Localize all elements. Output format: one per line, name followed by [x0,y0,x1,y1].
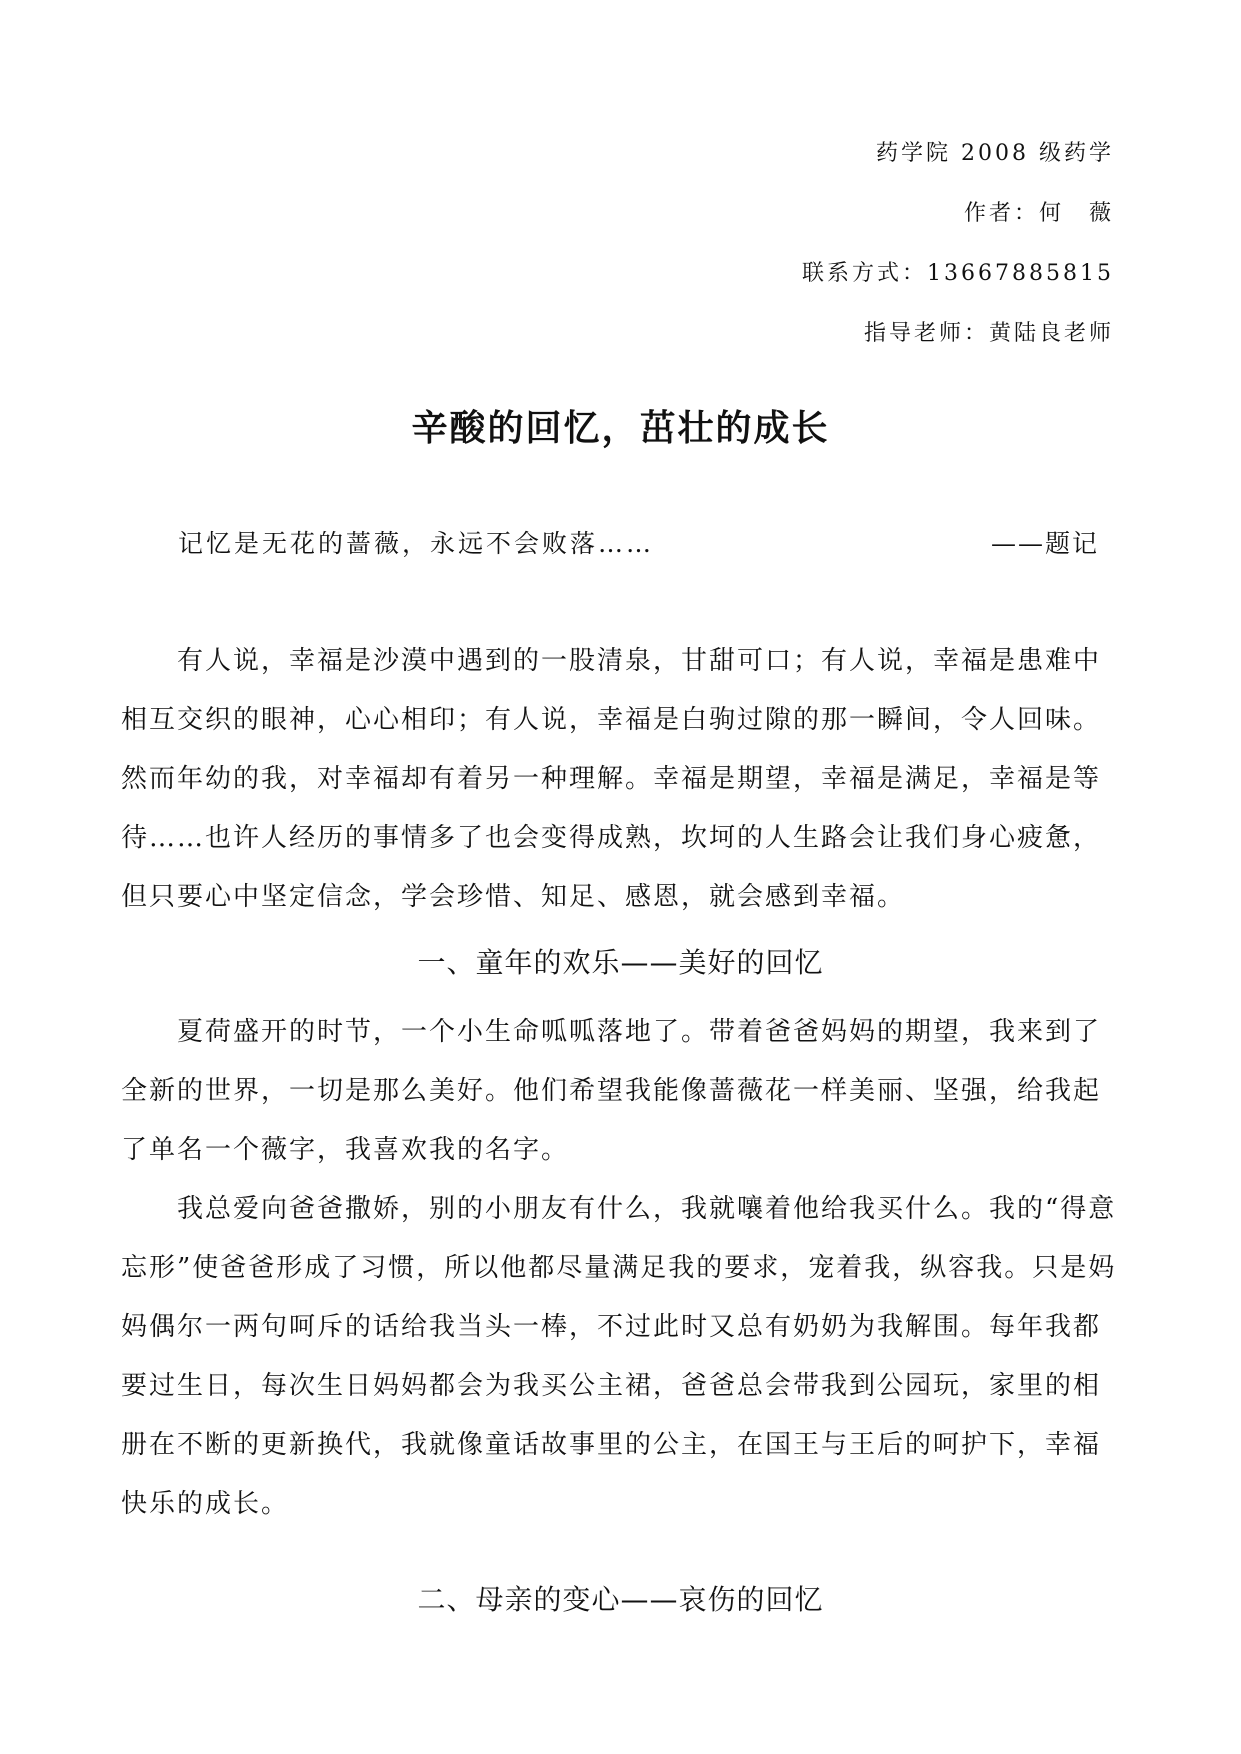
author-line: 作者：何 薇 [963,201,1114,226]
body-paragraph: 我总爱向爸爸撒娇，别的小朋友有什么，我就嚷着他给我买什么。我的“得意忘形”使爸爸形成了习惯，所以他都尽量满足我的要求，宠着我，纵容我。只是妈妈偶尔一两句呵斥的话给我当头一棒，不过此时又总有奶奶为我解围。每年我都要过生日，每次生日妈妈都会为我买公主裙，爸爸总会带我到公园玩，家里的相册在不断的更新换代，我就像童话故事里的公主，在国王与王后的呵护下，幸福快乐的成长。 [121,1194,1117,1519]
intro-paragraph: 有人说，幸福是沙漠中遇到的一股清泉，甘甜可口；有人说，幸福是患难中相互交织的眼神，心心相印；有人说，幸福是白驹过隙的那一瞬间，令人回味。然而年幼的我，对幸福却有着另一种理解。幸福是期望，幸福是满足，幸福是等待……也许人经历的事情多了也会变得成熟，坎坷的人生路会让我们身心疲惫，但只要心中坚定信念，学会珍惜、知足、感恩，就会感到幸福。 [121,646,1102,912]
epigraph-signature: ——题记 [990,529,1099,558]
epigraph-text: 记忆是无花的蔷薇，永远不会败落…… [178,529,655,558]
contact-line: 联系方式：13667885815 [802,261,1114,286]
body-paragraph: 夏荷盛开的时节，一个小生命呱呱落地了。带着爸爸妈妈的期望，我来到了全新的世界，一切是那么美好。他们希望我能像蔷薇花一样美丽、坚强，给我起了单名一个薇字，我喜欢我的名字。 [121,1017,1102,1165]
section-heading-1: 一、童年的欢乐——美好的回忆 [417,946,824,979]
department-line: 药学院 2008 级药学 [876,141,1114,166]
advisor-line: 指导老师：黄陆良老师 [863,321,1114,346]
section-heading-2: 二、母亲的变心——哀伤的回忆 [417,1583,824,1616]
page-title: 辛酸的回忆，茁壮的成长 [411,408,830,449]
